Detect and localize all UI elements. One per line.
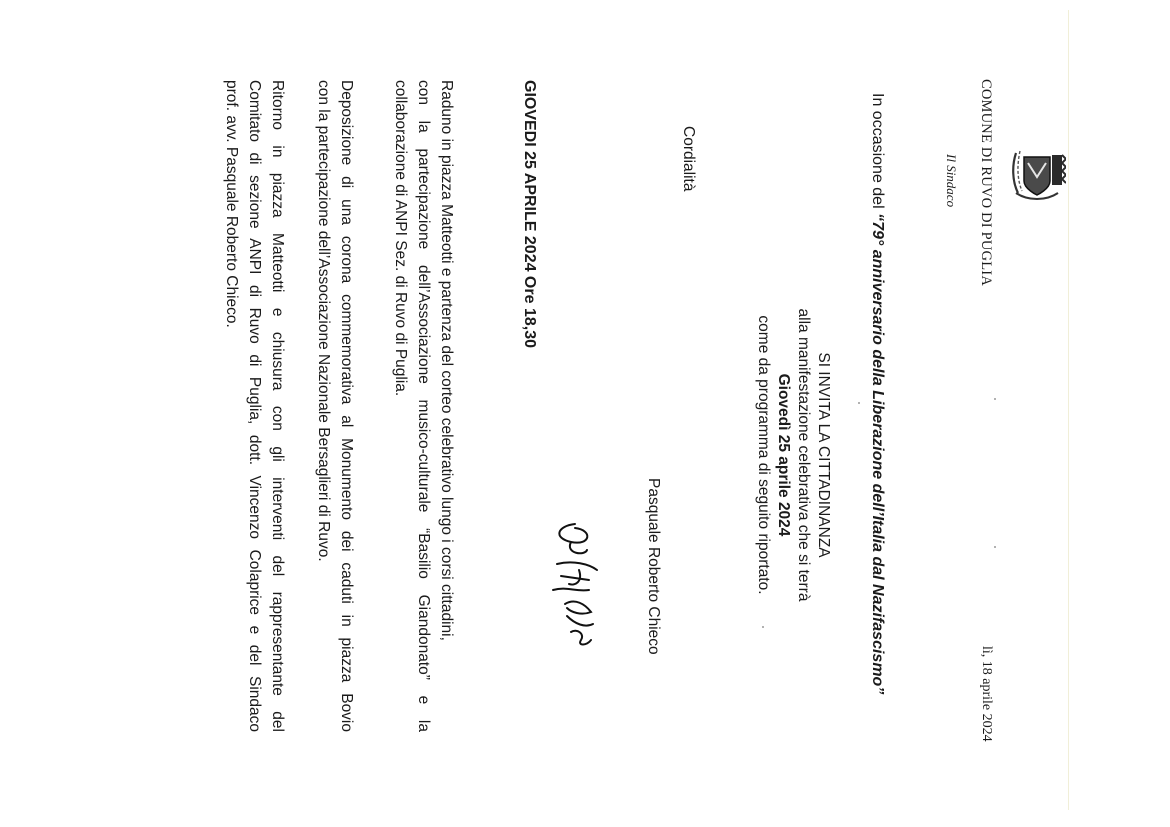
letter-date: lì, 18 aprile 2024 [979, 646, 994, 742]
signatory-name: Pasquale Roberto Chieco [645, 478, 662, 655]
page-edge-line [1068, 10, 1069, 810]
closing-greeting: Cordialità [680, 126, 697, 192]
handwritten-signature-icon [545, 520, 605, 650]
intro-line [868, 93, 886, 694]
invite-line-1: SI INVITA LA CITTADINANZA [815, 352, 832, 558]
scan-speck [858, 402, 860, 404]
coat-of-arms-icon [1010, 143, 1066, 203]
program-item-3-line-3: prof. avv. Pasquale Roberto Chieco. [223, 80, 240, 328]
program-item-2-line-2: con la partecipazione dell’Associazione Nazionale Bersaglieri di Ruvo. [315, 80, 332, 562]
anniversary-title: “79° anniversario della Liberazione dell’Italia dal Nazifascismo” [869, 213, 886, 695]
program-item-2-line-1: Deposizione di una corona commemorativa al Monumento dei caduti in piazza Bovio [338, 80, 355, 732]
office-title: Il Sindaco [944, 154, 959, 208]
program-item-1-line-2: con la partecipazione dell’Associazione musico-culturale “Basilio Giandonato” e la [415, 80, 432, 732]
invite-line-4: come da programma di seguito riportato. [755, 315, 772, 595]
intro-prefix: In occasione del [869, 93, 886, 214]
invite-date: Giovedì 25 aprile 2024 [775, 373, 792, 537]
program-item-1-line-1: Raduno in piazza Matteotti e partenza del corteo celebrativo lungo i corsi cittadini, [438, 80, 455, 641]
invite-line-2: alla manifestazione celebrativa che si terrà [795, 308, 812, 602]
scan-speck [994, 546, 996, 548]
program-item-1-line-3: collaborazione di ANPI Sez. di Ruvo di Puglia. [392, 80, 409, 397]
program-item-3-line-2: Comitato di sezione ANPI di Ruvo di Puglia, dott. Vincenzo Colaprice e del Sindaco [246, 80, 263, 732]
scan-speck [762, 626, 764, 628]
scan-speck [994, 398, 996, 400]
program-heading: GIOVEDI 25 APRILE 2024 Ore 18,30 [521, 80, 538, 348]
municipality-name: COMUNE DI RUVO DI PUGLIA [978, 79, 994, 286]
program-item-3-line-1: Ritorno in piazza Matteotti e chiusura con gli interventi del rappresentante del [269, 80, 286, 732]
